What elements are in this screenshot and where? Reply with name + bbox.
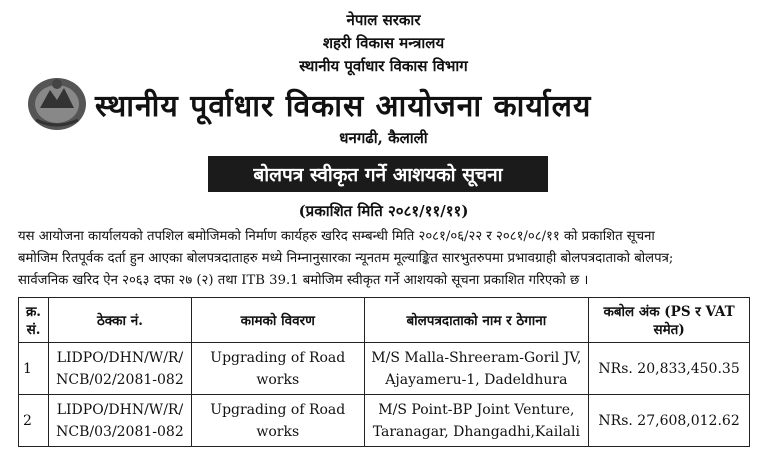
contract-no-line-1: LIDPO/DHN/W/R/ — [56, 401, 184, 418]
office-location: धनगढी, कैलाली — [339, 129, 428, 147]
table-header-row — [19, 298, 750, 343]
notice-title: बोलपत्र स्वीकृत गर्ने आशयको सूचना — [253, 164, 503, 186]
row-amount: NRs. 27,608,012.62 — [589, 395, 750, 447]
header-work: कामको विवरण — [191, 298, 364, 343]
office-title: स्थानीय पूर्वाधार विकास आयोजना कार्यालय — [95, 89, 592, 124]
row-sn: 2 — [19, 395, 49, 447]
table-row — [19, 395, 750, 447]
awards-table — [18, 297, 750, 447]
contract-no-line-1: LIDPO/DHN/W/R/ — [56, 349, 184, 366]
government-title: नेपाल सरकार — [346, 11, 421, 29]
notice-body-line-2: बमोजिम रितपूर्वक दर्ता हुन आएका बोलपत्रदाताहरु मध्ये निम्नानुसारका न्यूनतम मूल्याङ्कित सारभुतरुपमा प्रभावग्राही बोलपत्रदाताको बोलपत्र; — [18, 251, 674, 266]
header-contract-no: ठेक्का नं. — [48, 298, 191, 343]
contract-no-line-2: NCB/03/2081-082 — [56, 423, 184, 440]
row-bidder — [364, 395, 589, 447]
bidder-name: M/S Point-BP Joint Venture, — [378, 401, 575, 418]
published-date: (प्रकाशित मिति २०८१/११/११) — [298, 202, 469, 220]
notice-title-banner — [208, 156, 548, 192]
contract-no-line-2: NCB/02/2081-082 — [56, 371, 184, 388]
notice-body — [18, 226, 750, 292]
notice-body-line-3: सार्वजनिक खरिद ऐन २०६३ दफा २७ (२) तथा ITB 39.1 बमोजिम स्वीकृत गर्ने आशयको सूचना प्रकाशित गरिएको छ । — [18, 273, 589, 288]
ministry-title: शहरी विकास मन्त्रालय — [322, 34, 445, 52]
header-sn: क्र. सं. — [19, 298, 49, 343]
row-contract-no — [48, 395, 191, 447]
row-work: Upgrading of Road works — [191, 343, 364, 395]
header-amount: कबोल अंक (PS र VAT समेत) — [589, 298, 750, 343]
row-sn: 1 — [19, 343, 49, 395]
notice-body-line-1: यस आयोजना कार्यालयको तपशिल बमोजिमको निर्माण कार्यहरु खरिद सम्बन्धी मिति २०८१/०६/२२ र २०८१/०८/११ को प्रकाशित सूचना — [18, 229, 655, 244]
row-amount: NRs. 20,833,450.35 — [589, 343, 750, 395]
table-row — [19, 343, 750, 395]
bidder-name: M/S Malla-Shreeram-Goril JV, — [371, 349, 582, 366]
header-bidder: बोलपत्रदाताको नाम र ठेगाना — [364, 298, 589, 343]
bidder-address: Taranagar, Dhangadhi,Kailali — [372, 423, 580, 440]
row-contract-no — [48, 343, 191, 395]
nepal-government-emblem-icon — [26, 72, 88, 132]
department-title: स्थानीय पूर्वाधार विकास विभाग — [299, 57, 468, 75]
bidder-address: Ajayameru-1, Dadeldhura — [385, 371, 568, 388]
row-work: Upgrading of Road works — [191, 395, 364, 447]
row-bidder — [364, 343, 589, 395]
